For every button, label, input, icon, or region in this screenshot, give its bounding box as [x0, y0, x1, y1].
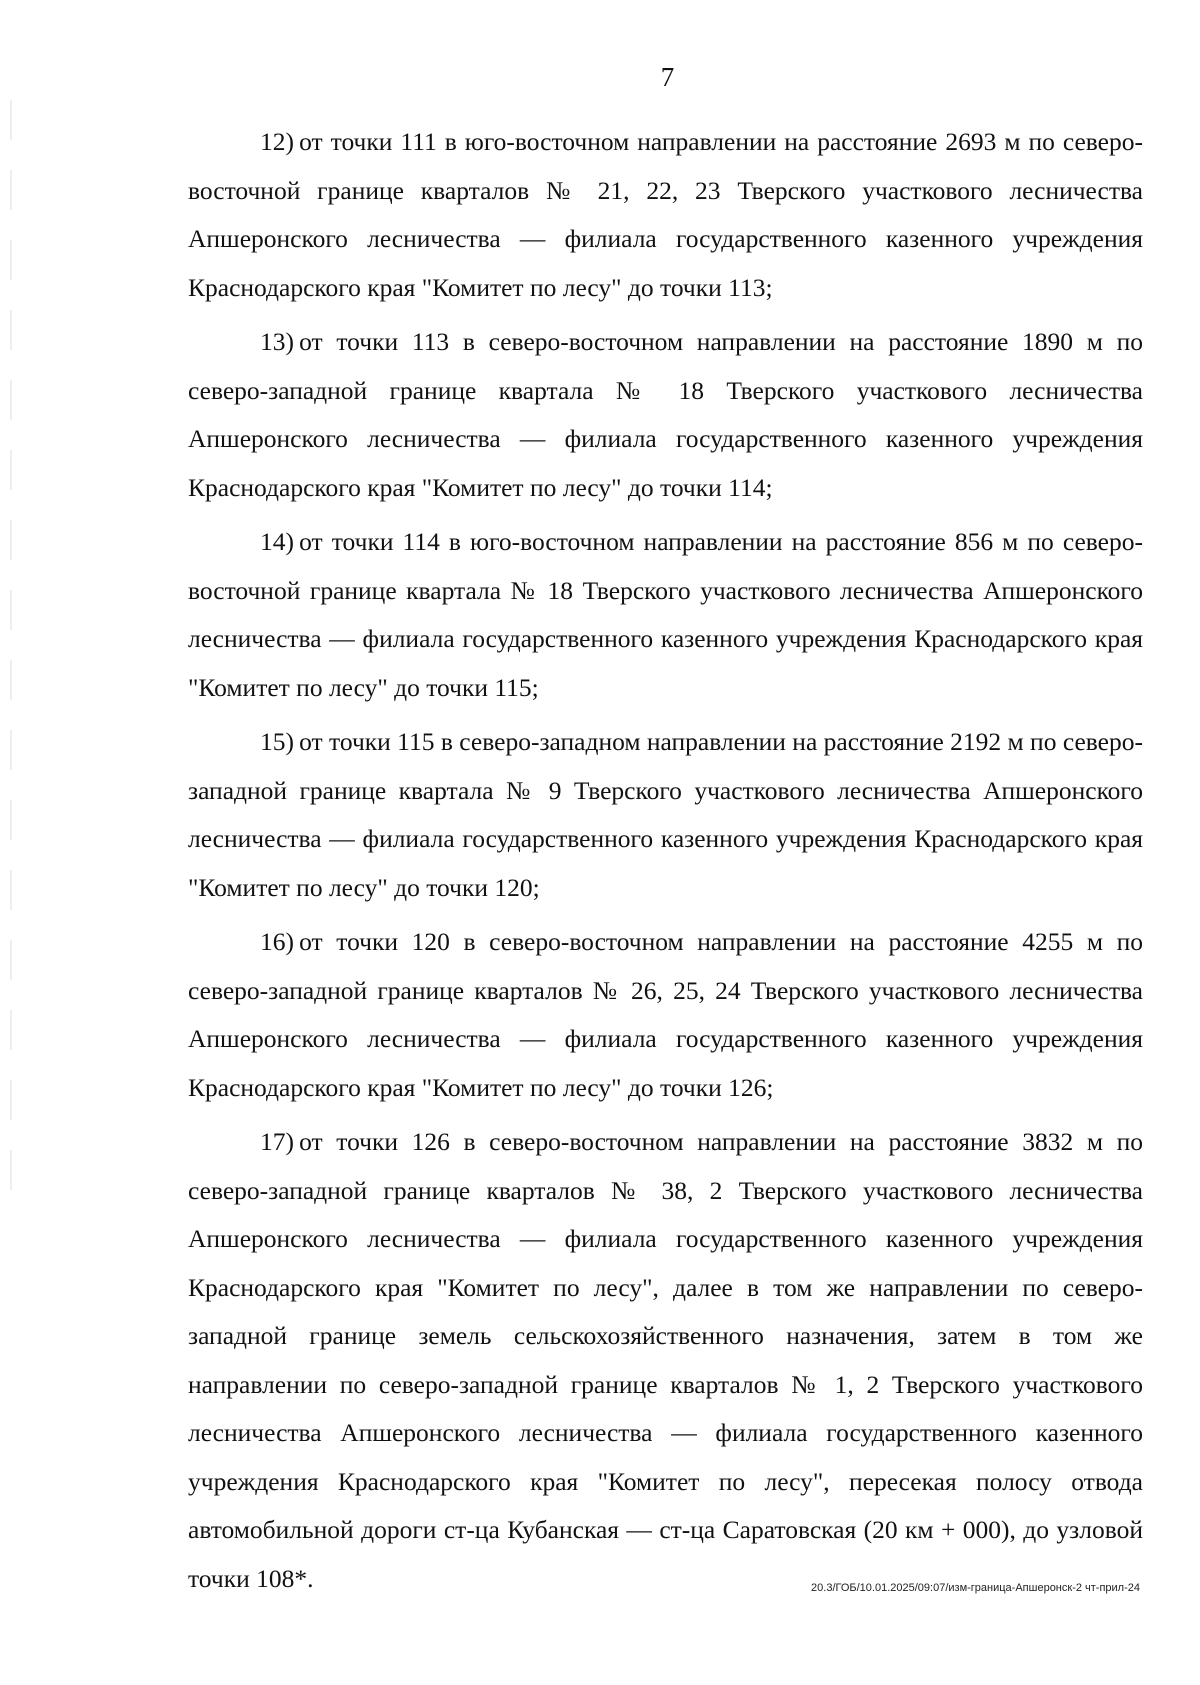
paragraph-17: 17) от точки 126 в северо-восточном направлении на расстояние 3832 м по северо-западной границе кварталов № 38, 2 Тверского участкового лесничества Апшеронского лесничества — филиала государственного казенного учреждения Краснодарского края "Комитет по лесу", далее в том же направлении по северо-западной границе земель сельскохозяйственного назначения, затем в том же направлении по северо-западной границе кварталов № 1, 2 Тверского участкового лесничества Апшеронского лесничества — филиала государственного казенного учреждения Краснодарского края "Комитет по лесу", пересекая полосу отвода автомобильной дороги ст-ца Кубанская — ст-ца Саратовская (20 км + 000), до узловой точки 108*. [188, 1127, 1143, 1593]
paragraph-13: 13) от точки 113 в северо-восточном направлении на расстояние 1890 м по северо-западной границе квартала № 18 Тверского участкового лесничества Апшеронского лесничества — филиала государственного казенного учреждения Краснодарского края "Комитет по лесу" до точки 114; [188, 327, 1143, 502]
paragraph-12: 12) от точки 111 в юго-восточном направлении на расстояние 2693 м по северо-восточной границе кварталов № 21, 22, 23 Тверского участкового лесничества Апшеронского лесничества — филиала государственного казенного учреждения Краснодарского края "Комитет по лесу" до точки 113; [188, 127, 1143, 302]
page-number: 7 [660, 62, 675, 92]
scan-edge-marks [10, 100, 12, 1200]
document-body [188, 118, 1143, 1609]
paragraph-15: 15) от точки 115 в северо-западном направлении на расстояние 2192 м по северо-западной границе квартала № 9 Тверского участкового лесничества Апшеронского лесничества — филиала государственного казенного учреждения Краснодарского края "Комитет по лесу" до точки 120; [188, 727, 1143, 902]
document-footer-code: 20.3/ГОБ/10.01.2025/09:07/изм-граница-Апшеронск-2 чт-прил-24 [811, 1582, 1140, 1594]
paragraph-16: 16) от точки 120 в северо-восточном направлении на расстояние 4255 м по северо-западной границе кварталов № 26, 25, 24 Тверского участкового лесничества Апшеронского лесничества — филиала государственного казенного учреждения Краснодарского края "Комитет по лесу" до точки 126; [188, 927, 1143, 1102]
paragraph-14: 14) от точки 114 в юго-восточном направлении на расстояние 856 м по северо-восточной границе квартала № 18 Тверского участкового лесничества Апшеронского лесничества — филиала государственного казенного учреждения Краснодарского края "Комитет по лесу" до точки 115; [188, 527, 1143, 702]
